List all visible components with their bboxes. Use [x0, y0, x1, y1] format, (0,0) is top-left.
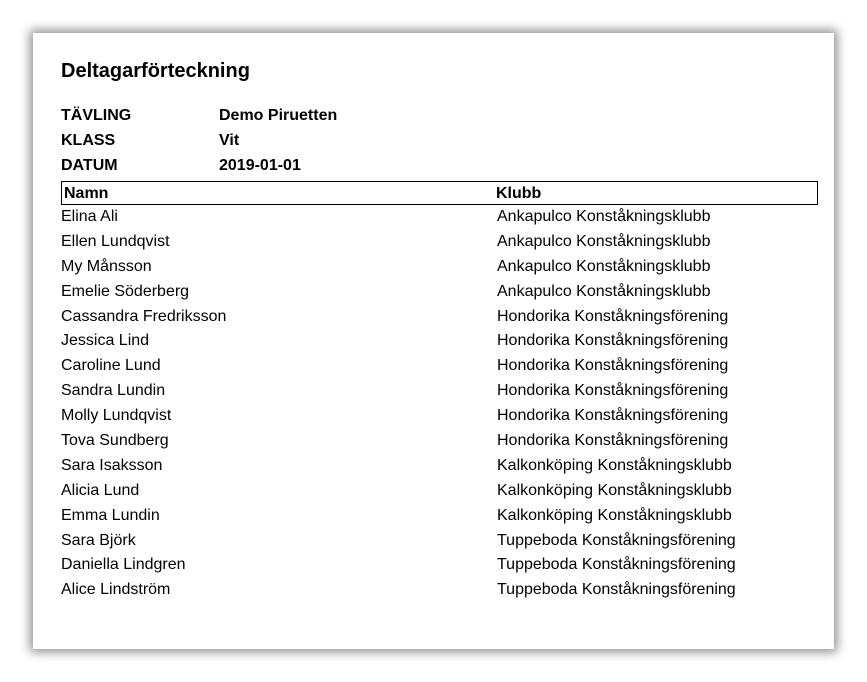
table-row [61, 354, 818, 379]
participants-table [61, 181, 818, 603]
table-row [61, 529, 818, 554]
meta-block [61, 103, 337, 178]
participant-club: Tuppeboda Konståkningsförening [497, 556, 736, 574]
table-row [61, 578, 818, 603]
meta-value: 2019-01-01 [219, 157, 301, 174]
participant-name: Alice Lindström [61, 581, 171, 599]
column-header-club: Klubb [496, 185, 542, 202]
participant-name: Tova Sundberg [61, 432, 169, 450]
participant-club: Ankapulco Konståkningsklubb [497, 257, 711, 275]
table-row [61, 305, 818, 330]
table-row [61, 504, 818, 529]
table-row [61, 429, 818, 454]
participant-name: Sandra Lundin [61, 382, 166, 400]
participant-name: Ellen Lundqvist [61, 232, 170, 250]
participant-name: Daniella Lindgren [61, 556, 186, 574]
participant-club: Ankapulco Konståkningsklubb [497, 282, 711, 300]
participant-name: Elina Ali [61, 208, 118, 225]
table-row [61, 454, 818, 479]
participant-club: Ankapulco Konståkningsklubb [497, 232, 711, 250]
table-row [61, 230, 818, 255]
table-row [61, 379, 818, 404]
meta-row-date [61, 153, 337, 178]
participant-club: Ankapulco Konståkningsklubb [497, 208, 711, 225]
meta-row-competition [61, 103, 337, 128]
participant-name: Jessica Lind [61, 332, 150, 350]
participant-club: Hondorika Konståkningsförening [497, 432, 729, 450]
participant-name: Emma Lundin [61, 506, 160, 524]
participant-club: Hondorika Konståkningsförening [497, 382, 729, 400]
participant-name: Emelie Söderberg [61, 282, 190, 300]
participant-name: Caroline Lund [61, 357, 161, 375]
meta-key: TÄVLING [61, 107, 132, 124]
participant-name: Sara Björk [61, 531, 136, 549]
table-row [61, 280, 818, 305]
table-row [61, 479, 818, 504]
participant-club: Hondorika Konståkningsförening [497, 332, 729, 350]
table-row [61, 553, 818, 578]
table-header [61, 181, 818, 205]
participant-club: Kalkonköping Konståkningsklubb [497, 481, 732, 499]
table-row [61, 404, 818, 429]
document-page [33, 33, 834, 649]
participant-name: Sara Isaksson [61, 456, 163, 474]
participant-club: Hondorika Konståkningsförening [497, 407, 729, 425]
column-header-name: Namn [64, 185, 109, 202]
participant-club: Hondorika Konståkningsförening [497, 357, 729, 375]
participant-club: Hondorika Konståkningsförening [497, 307, 729, 325]
participant-name: My Månsson [61, 257, 152, 275]
participant-name: Alicia Lund [61, 481, 140, 499]
participant-name: Cassandra Fredriksson [61, 307, 227, 325]
table-row [61, 329, 818, 354]
meta-key: DATUM [61, 157, 118, 174]
participant-club: Kalkonköping Konståkningsklubb [497, 456, 732, 474]
participant-name: Molly Lundqvist [61, 407, 172, 425]
page-title: Deltagarförteckning [61, 60, 250, 82]
participant-club: Tuppeboda Konståkningsförening [497, 531, 736, 549]
participant-club: Kalkonköping Konståkningsklubb [497, 506, 732, 524]
table-row [61, 205, 818, 230]
table-body [61, 205, 818, 603]
meta-row-class [61, 128, 337, 153]
meta-value: Demo Piruetten [219, 107, 338, 124]
table-row [61, 255, 818, 280]
participant-club: Tuppeboda Konståkningsförening [497, 581, 736, 599]
meta-value: Vit [219, 132, 240, 149]
meta-key: KLASS [61, 132, 116, 149]
